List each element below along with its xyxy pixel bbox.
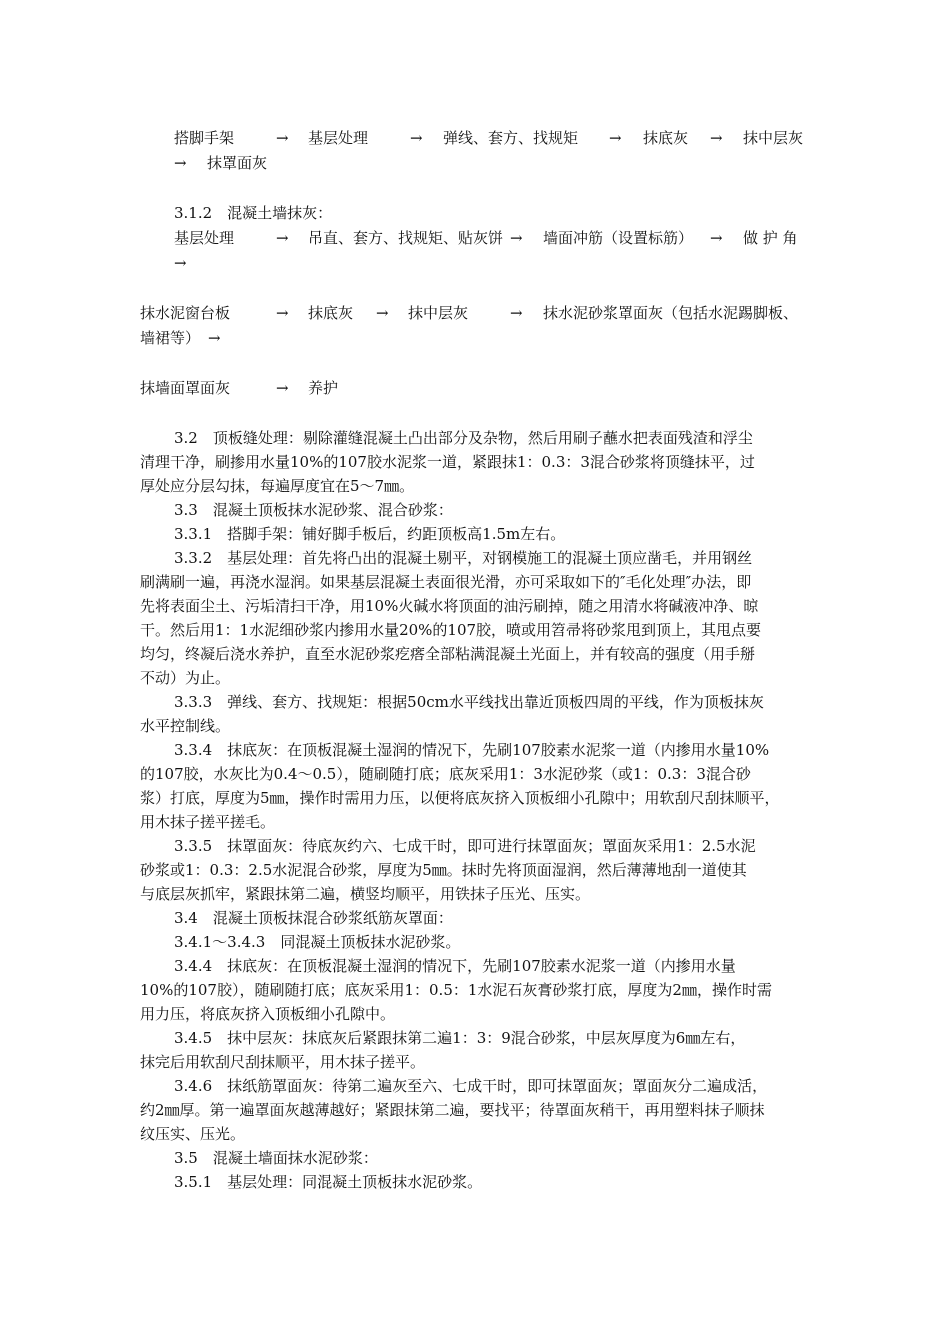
paragraph-line: 不动）为止。 — [140, 669, 231, 687]
arrow-icon: → — [510, 304, 523, 322]
arrow-icon: → — [276, 229, 289, 247]
flow2-step-middle-coat: 抹中层灰 — [408, 304, 469, 322]
flow2-step-corner: 做 护 角 — [743, 229, 798, 247]
paragraph-line: 3.4.1～3.4.3 同混凝土顶板抹水泥砂浆。 — [174, 933, 461, 951]
paragraph-line: 干。然后用1：1水泥细砂浆内掺用水量20%的107胶，喷或用笤帚将砂浆甩到顶上，其甩点要 — [140, 621, 762, 639]
arrow-icon: → — [510, 229, 523, 247]
arrow-icon: → — [276, 304, 289, 322]
paragraph-line: 砂浆或1：0.3：2.5水泥混合砂浆，厚度为5㎜。抹时先将顶面湿润，然后薄薄地刮一道使其 — [140, 861, 747, 879]
paragraph-line: 约2㎜厚。第一遍罩面灰越薄越好；紧跟抹第二遍，要找平；待罩面灰稍干，再用塑料抹子顺抹 — [140, 1101, 765, 1119]
flow2-step-finish-coat: 抹水泥砂浆罩面灰（包括水泥踢脚板、 — [543, 304, 799, 322]
paragraph-line: 均匀，终凝后浇水养护，直至水泥砂浆疙瘩全部粘满混凝土光面上，并有较高的强度（用手掰 — [140, 645, 756, 663]
flow2-step-base: 基层处理 — [174, 229, 235, 247]
paragraph-line: 的107胶，水灰比为0.4～0.5），随刷随打底；底灰采用1：3水泥砂浆（或1：0.3：3混合砂 — [140, 765, 751, 783]
arrow-icon: → — [174, 254, 187, 272]
flow1-step-middle-coat: 抹中层灰 — [743, 129, 804, 147]
paragraph-line: 厚处应分层勾抹，每遍厚度宜在5～7㎜。 — [140, 477, 415, 495]
flow1-step-finish-coat: 抹罩面灰 — [207, 154, 268, 172]
paragraph-line: 3.4.6 抹纸筋罩面灰：待第二遍灰至六、七成干时，即可抹罩面灰；罩面灰分二遍成活， — [174, 1077, 768, 1095]
flow2-step-cure: 养护 — [308, 379, 339, 397]
arrow-icon: → — [410, 129, 423, 147]
arrow-icon: → — [609, 129, 622, 147]
paragraph-line: 用力压，将底灰挤入顶板细小孔隙中。 — [140, 1005, 396, 1023]
arrow-icon: → — [276, 129, 289, 147]
paragraph-line: 水平控制线。 — [140, 717, 231, 735]
paragraph-line: 3.4.5 抹中层灰：抹底灰后紧跟抹第二遍1：3：9混合砂浆，中层灰厚度为6㎜左右， — [174, 1029, 746, 1047]
section-heading: 3.5 混凝土墙面抹水泥砂浆： — [174, 1149, 378, 1167]
arrow-icon: → — [376, 304, 389, 322]
paragraph-line: 3.3.1 搭脚手架：铺好脚手板后，约距顶板高1.5m左右。 — [174, 525, 566, 543]
section-heading: 3.1.2 混凝土墙抹灰： — [174, 204, 333, 222]
paragraph-line: 浆）打底，厚度为5㎜，操作时需用力压，以便将底灰挤入顶板细小孔隙中；用软刮尺刮抹顺平， — [140, 789, 780, 807]
paragraph-line: 3.3.5 抹罩面灰：待底灰约六、七成干时，即可进行抹罩面灰；罩面灰采用1：2.5水泥 — [174, 837, 756, 855]
flow2-step-finish-coat-cont: 墙裙等） — [140, 329, 201, 347]
section-heading: 3.4 混凝土顶板抹混合砂浆纸筋灰罩面： — [174, 909, 453, 927]
paragraph-line: 10%的107胶），随刷随打底；底灰采用1：0.5：1水泥石灰膏砂浆打底，厚度为2㎜，操作时需 — [140, 981, 772, 999]
flow1-step-line: 弹线、套方、找规矩 — [443, 129, 579, 147]
paragraph-line: 3.2 顶板缝处理：剔除灌缝混凝土凸出部分及杂物，然后用刷子蘸水把表面残渣和浮尘 — [174, 429, 753, 447]
flow1-step-scaffold: 搭脚手架 — [174, 129, 235, 147]
paragraph-line: 抹完后用软刮尺刮抹顺平，用木抹子搓平。 — [140, 1053, 426, 1071]
flow2-step-wall-finish: 抹墙面罩面灰 — [140, 379, 231, 397]
paragraph-line: 3.3.2 基层处理：首先将凸出的混凝土剔平，对钢模施工的混凝土顶应凿毛，并用钢丝 — [174, 549, 753, 567]
paragraph-line: 3.5.1 基层处理：同混凝土顶板抹水泥砂浆。 — [174, 1173, 483, 1191]
arrow-icon: → — [174, 154, 187, 172]
paragraph-line: 3.3.3 弹线、套方、找规矩：根据50cm水平线找出靠近顶板四周的平线，作为顶板抹灰 — [174, 693, 764, 711]
paragraph-line: 先将表面尘土、污垢清扫干净，用10%火碱水将顶面的油污刷掉，随之用清水将碱液冲净、晾 — [140, 597, 759, 615]
paragraph-line: 用木抹子搓平搓毛。 — [140, 813, 276, 831]
arrow-icon: → — [276, 379, 289, 397]
arrow-icon: → — [710, 129, 723, 147]
paragraph-line: 刷满刷一遍，再浇水湿润。如果基层混凝土表面很光滑，亦可采取如下的″毛化处理″办法，即 — [140, 573, 752, 591]
flow2-step-plumb: 吊直、套方、找规矩、贴灰饼 — [308, 229, 504, 247]
paragraph-line: 清理干净，刷掺用水量10%的107胶水泥浆一道，紧跟抹1：0.3：3混合砂浆将顶缝抹平，过 — [140, 453, 755, 471]
arrow-icon: → — [208, 329, 221, 347]
paragraph-line: 与底层灰抓牢，紧跟抹第二遍，横竖均顺平，用铁抹子压光、压实。 — [140, 885, 591, 903]
paragraph-line: 3.4.4 抹底灰：在顶板混凝土湿润的情况下，先刷107胶素水泥浆一道（内掺用水量 — [174, 957, 736, 975]
flow2-step-screed: 墙面冲筋（设置标筋） — [543, 229, 694, 247]
flow2-step-sill: 抹水泥窗台板 — [140, 304, 231, 322]
flow2-step-base-coat: 抹底灰 — [308, 304, 354, 322]
paragraph-line: 3.3.4 抹底灰：在顶板混凝土湿润的情况下，先刷107胶素水泥浆一道（内掺用水量10% — [174, 741, 770, 759]
section-heading: 3.3 混凝土顶板抹水泥砂浆、混合砂浆： — [174, 501, 453, 519]
arrow-icon: → — [710, 229, 723, 247]
flow1-step-base-coat: 抹底灰 — [643, 129, 689, 147]
flow1-step-base: 基层处理 — [308, 129, 369, 147]
paragraph-line: 纹压实、压光。 — [140, 1125, 246, 1143]
